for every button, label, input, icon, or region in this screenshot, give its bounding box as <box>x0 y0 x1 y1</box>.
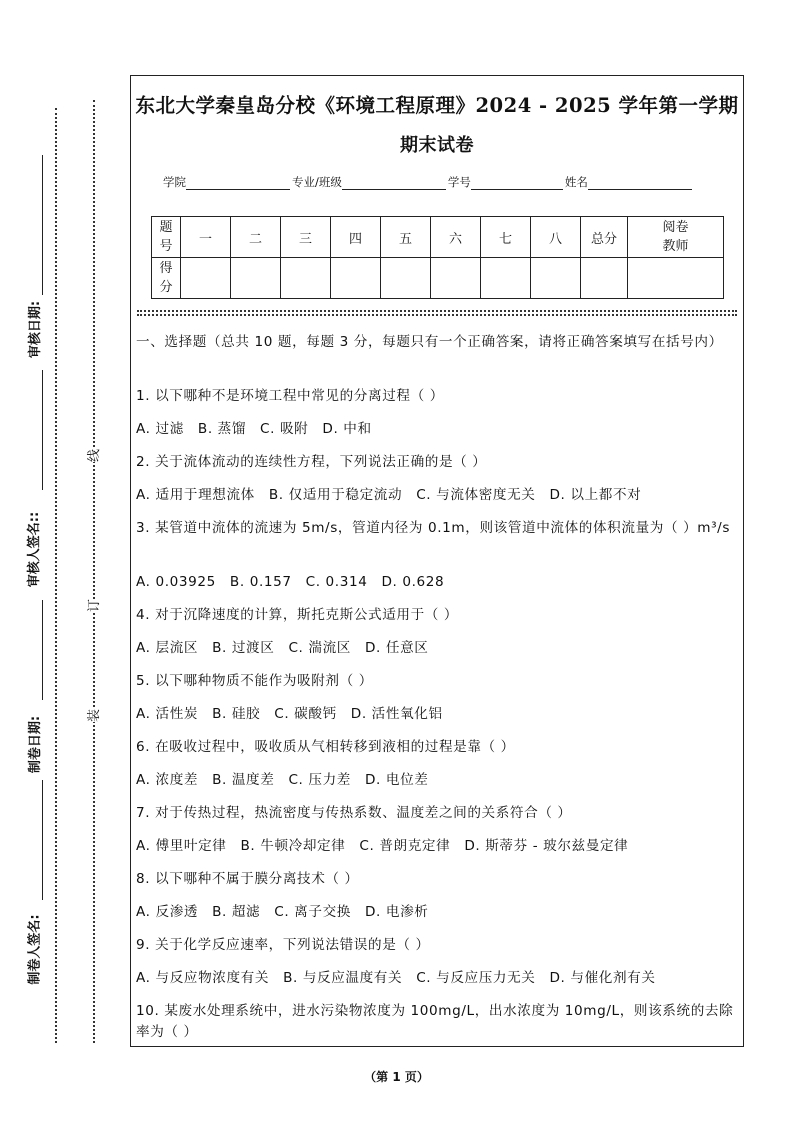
score-cell[interactable] <box>431 258 481 299</box>
question-7: 7. 对于传热过程，热流密度与传热系数、温度差之间的关系符合（ ） <box>136 805 572 821</box>
score-col-6: 六 <box>431 217 481 258</box>
option: C. 与反应压力无关 <box>416 970 536 986</box>
maker-signature-label: 制卷人签名: <box>27 914 43 985</box>
review-date-blank <box>42 155 43 295</box>
option: D. 中和 <box>322 421 372 437</box>
bind-char-staple: 订 <box>83 599 102 612</box>
score-col-total: 总分 <box>581 217 628 258</box>
option: B. 蒸馏 <box>197 421 247 437</box>
exam-title: 东北大学秦皇岛分校《环境工程原理》2024 - 2025 学年第一学期 <box>135 94 739 117</box>
made-date-label: 制卷日期: <box>28 715 44 774</box>
option: A. 0.03925 <box>136 574 216 590</box>
question-10: 10. 某废水处理系统中，进水污染物浓度为 100mg/L，出水浓度为 10mg/L，则该系统的去除率为（ ） <box>136 1003 734 1040</box>
question-2-options <box>136 485 655 506</box>
option: D. 电渗析 <box>364 904 429 920</box>
question-1-options <box>136 419 386 440</box>
question-9-options <box>136 968 670 989</box>
option: A. 适用于理想流体 <box>136 487 255 503</box>
option: D. 电位差 <box>364 772 429 788</box>
page-number: （第 1 页） <box>364 1070 429 1084</box>
score-table-header-row <box>152 217 724 258</box>
score-col-7: 七 <box>481 217 531 258</box>
major-class-field[interactable] <box>342 177 446 190</box>
score-col-1: 一 <box>181 217 231 258</box>
section-heading: 一、选择题（总共 10 题，每题 3 分，每题只有一个正确答案，请将正确答案填写在括号内） <box>136 334 723 350</box>
score-col-teacher: 阅卷 教师 <box>628 217 724 258</box>
score-cell[interactable] <box>281 258 331 299</box>
question-8: 8. 以下哪种不属于膜分离技术（ ） <box>136 871 359 887</box>
score-cell[interactable] <box>481 258 531 299</box>
option: B. 过渡区 <box>212 640 275 656</box>
score-table <box>151 216 724 299</box>
option: D. 0.628 <box>381 574 445 590</box>
question-3-options <box>136 572 458 593</box>
question-4-options <box>136 638 442 659</box>
score-label: 得 分 <box>152 258 181 299</box>
question-2: 2. 关于流体流动的连续性方程，下列说法正确的是（ ） <box>136 454 487 470</box>
bind-char-bind: 装 <box>83 709 102 722</box>
option: A. 过滤 <box>136 421 184 437</box>
option: B. 牛顿冷却定律 <box>240 838 346 854</box>
college-label: 学院 <box>163 175 186 189</box>
reviewer-signature-label: 审核人签名:: <box>27 511 43 588</box>
student-info-row <box>163 174 694 190</box>
score-cell-total[interactable] <box>581 258 628 299</box>
option: B. 与反应温度有关 <box>283 970 403 986</box>
question-1: 1. 以下哪种不是环境工程中常见的分离过程（ ） <box>136 388 444 404</box>
question-6-options <box>136 770 442 791</box>
exam-frame <box>130 75 744 1047</box>
score-col-2: 二 <box>231 217 281 258</box>
maker-signature-blank <box>42 780 43 900</box>
score-col-3: 三 <box>281 217 331 258</box>
question-8-options <box>136 902 442 923</box>
option: A. 浓度差 <box>136 772 199 788</box>
option: B. 仅适用于稳定流动 <box>268 487 403 503</box>
score-col-8: 八 <box>531 217 581 258</box>
score-table-score-row <box>152 258 724 299</box>
option: B. 0.157 <box>229 574 292 590</box>
binding-dotted-line-outer <box>55 108 57 1043</box>
score-cell-teacher[interactable] <box>628 258 724 299</box>
option: C. 压力差 <box>288 772 351 788</box>
bind-char-line: 线 <box>83 449 102 462</box>
reviewer-signature-blank <box>42 370 43 490</box>
option: A. 傅里叶定律 <box>136 838 227 854</box>
option: B. 超滤 <box>212 904 261 920</box>
score-cell[interactable] <box>381 258 431 299</box>
option: A. 与反应物浓度有关 <box>136 970 270 986</box>
option: D. 任意区 <box>364 640 429 656</box>
student-id-label: 学号 <box>447 175 471 189</box>
option: D. 斯蒂芬 - 玻尔兹曼定律 <box>464 838 629 854</box>
option: C. 碳酸钙 <box>274 706 337 722</box>
question-5: 5. 以下哪种物质不能作为吸附剂（ ） <box>136 673 373 689</box>
question-number-label: 题 号 <box>152 217 181 258</box>
option: C. 吸附 <box>260 421 309 437</box>
question-5-options <box>136 704 457 725</box>
option: D. 活性氧化铝 <box>350 706 443 722</box>
exam-subtitle: 期末试卷 <box>400 135 474 156</box>
score-cell[interactable] <box>531 258 581 299</box>
name-field[interactable] <box>588 177 692 190</box>
major-class-label: 专业/班级 <box>292 175 342 189</box>
option: C. 普朗克定律 <box>359 838 451 854</box>
option: C. 离子交换 <box>274 904 351 920</box>
option: A. 层流区 <box>136 640 199 656</box>
option: A. 活性炭 <box>136 706 199 722</box>
option: C. 与流体密度无关 <box>416 487 536 503</box>
score-cell[interactable] <box>231 258 281 299</box>
question-3: 3. 某管道中流体的流速为 5m/s，管道内径为 0.1m，则该管道中流体的体积流量为（ ）m³/s <box>136 520 731 536</box>
student-id-field[interactable] <box>471 177 563 190</box>
score-cell[interactable] <box>331 258 381 299</box>
score-col-4: 四 <box>331 217 381 258</box>
binding-dotted-line-inner <box>93 100 95 1043</box>
section-divider <box>137 310 737 312</box>
option: D. 以上都不对 <box>549 487 642 503</box>
question-7-options <box>136 836 642 857</box>
made-date-blank <box>42 600 43 700</box>
question-6: 6. 在吸收过程中，吸收质从气相转移到液相的过程是靠（ ） <box>136 739 515 755</box>
review-date-label: 审核日期: <box>28 300 44 359</box>
score-col-5: 五 <box>381 217 431 258</box>
section-divider <box>137 314 737 316</box>
college-field[interactable] <box>186 177 290 190</box>
option: C. 湍流区 <box>288 640 351 656</box>
option: B. 硅胶 <box>212 706 261 722</box>
option: A. 反渗透 <box>136 904 199 920</box>
question-9: 9. 关于化学反应速率，下列说法错误的是（ ） <box>136 937 430 953</box>
name-label: 姓名 <box>564 175 588 189</box>
score-cell[interactable] <box>181 258 231 299</box>
option: C. 0.314 <box>305 574 368 590</box>
question-4: 4. 对于沉降速度的计算，斯托克斯公式适用于（ ） <box>136 607 459 623</box>
option: B. 温度差 <box>212 772 275 788</box>
option: D. 与催化剂有关 <box>549 970 656 986</box>
